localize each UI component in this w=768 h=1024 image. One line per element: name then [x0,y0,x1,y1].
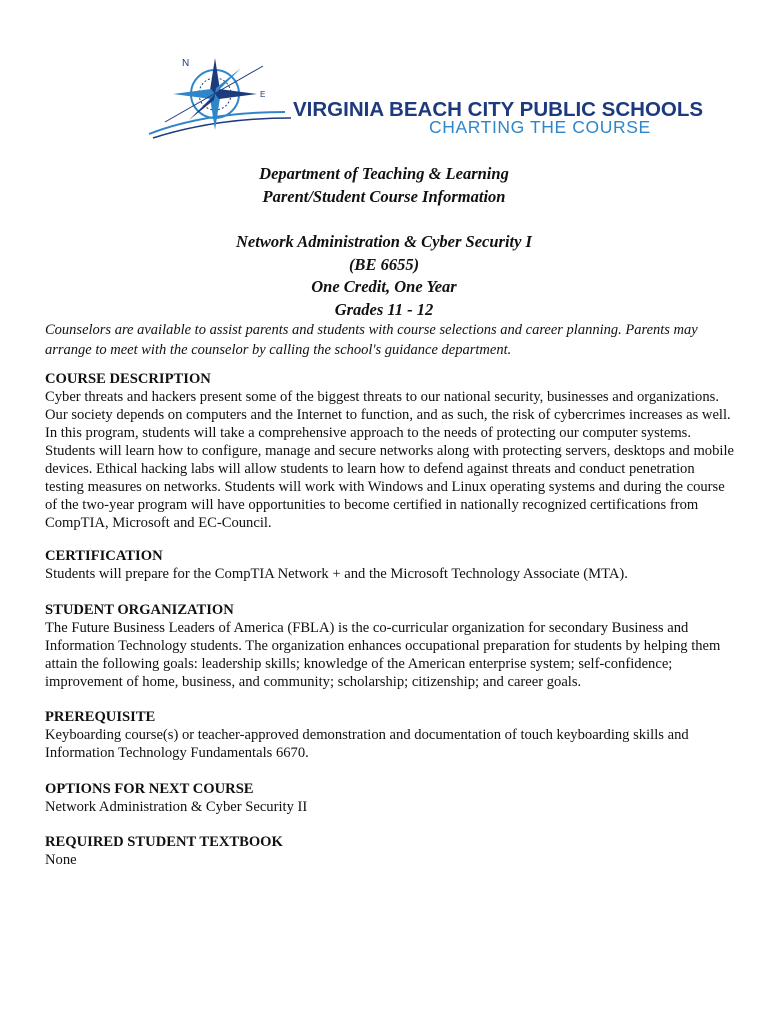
compass-letter-e: E [260,90,266,99]
section-heading: PREREQUISITE [45,709,156,725]
compass-rose-icon [145,52,295,142]
section-certification [45,547,735,583]
course-code: (BE 6655) [348,254,420,274]
section-student-organization [45,601,735,691]
section-body: Students will prepare for the CompTIA Network + and the Microsoft Technology Associate (MTA). [45,566,628,582]
course-title: Network Administration & Cyber Security I [236,232,532,251]
department-title: Department of Teaching & Learning [259,164,509,183]
section-heading: CERTIFICATION [45,548,163,564]
section-textbook [45,833,735,869]
section-next-course [45,780,735,816]
section-body: Network Administration & Cyber Security II [45,799,308,815]
section-body: The Future Business Leaders of America (FBLA) is the co-curricular organization for secondary Business and Information Technology students. The organization enhances occupational preparation for students by helping them attain the following goals: leadership skills; knowledge of the American enterprise system; self-confidence; improvement of home, business, and community; scholarship; citizenship; and career goals. [45,620,721,690]
section-heading: OPTIONS FOR NEXT COURSE [45,781,254,797]
department-heading [0,163,768,208]
course-heading [0,231,768,321]
department-subtitle: Parent/Student Course Information [262,186,506,206]
school-logo [145,52,704,142]
section-heading: REQUIRED STUDENT TEXTBOOK [45,834,283,850]
school-tagline: CHARTING THE COURSE [429,117,651,137]
counselor-note: Counselors are available to assist parents and students with course selections and career planning. Parents may arrange to meet with the counselor by calling the school's guidance department. [45,322,698,358]
section-heading: STUDENT ORGANIZATION [45,602,234,618]
compass-letter-n: N [182,58,190,69]
school-name: VIRGINIA BEACH CITY PUBLIC SCHOOLS [293,98,704,121]
section-prerequisite [45,708,735,762]
section-course-description [45,370,735,532]
course-grades: Grades 11 - 12 [334,299,434,319]
section-heading: COURSE DESCRIPTION [45,371,211,387]
section-body: Cyber threats and hackers present some of the biggest threats to our national security, businesses and organizations. Our society depends on computers and the Internet to function, and as such, the risk of cybercrimes increases as well. In this program, students will take a comprehensive approach to the needs of protecting our computer systems. Students will learn how to configure, manage and secure networks along with protecting servers, desktops and mobile devices. Ethical hacking labs will allow students to learn how to defend against threats and conduct penetration testing measures on networks. Students will work with Windows and Linux operating systems and during the course of the two-year program will have opportunities to become certified in nationally recognized certifications from CompTIA, Microsoft and EC-Council. [45,389,734,531]
course-credit: One Credit, One Year [311,277,457,296]
section-body: None [45,852,77,868]
section-body: Keyboarding course(s) or teacher-approved demonstration and documentation of touch keyboarding skills and Information Technology Fundamentals 6670. [45,727,689,761]
